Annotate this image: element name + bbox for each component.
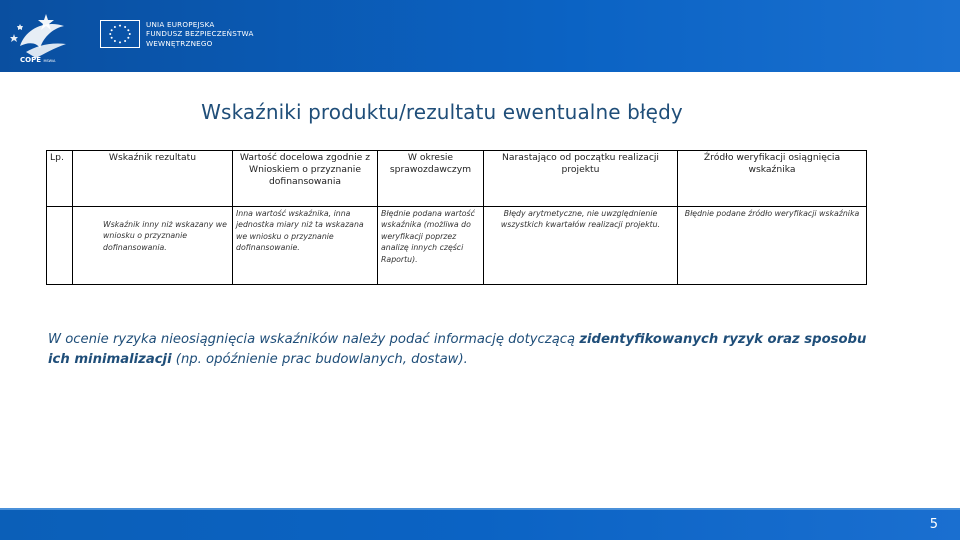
header-bar (0, 0, 960, 72)
table-row (47, 207, 867, 285)
cell-cumulative: Błędy arytmetyczne, nie uwzględnienie wszystkich kwartałów realizacji projektu. (484, 207, 678, 285)
col-header-verification-source: Źródło weryfikacji osiągnięcia wskaźnika (678, 151, 867, 207)
page-title: Wskaźniki produktu/rezultatu ewentualne błędy (201, 100, 683, 124)
eu-fund-label: UNIA EUROPEJSKA FUNDUSZ BEZPIECZEŃSTWA WEWNĘTRZNEGO (146, 19, 254, 48)
cell-lp (47, 207, 73, 285)
cell-target-value: Inna wartość wskaźnika, inna jednostka miary niż ta wskazana we wniosku o przyznanie dofinansowanie. (233, 207, 378, 285)
col-header-cumulative: Narastająco od początku realizacji projektu (484, 151, 678, 207)
col-header-reporting-period: W okresie sprawozdawczym (378, 151, 484, 207)
cell-verification-source: Błędnie podane źródło weryfikacji wskaźnika (678, 207, 867, 285)
eu-block (100, 18, 254, 50)
footer-divider (0, 508, 960, 510)
eu-flag-icon (100, 20, 140, 48)
page-number: 5 (929, 517, 938, 532)
col-header-lp: Lp. (47, 151, 73, 207)
footer-bar (0, 508, 960, 540)
table-header-row (47, 151, 867, 207)
cope-label: COPE MSWiA (20, 56, 56, 64)
cell-indicator: Wskaźnik inny niż wskazany we wniosku o przyznanie dofinansowania. (73, 207, 233, 285)
risk-note: W ocenie ryzyka nieosiągnięcia wskaźników należy podać informację dotyczącą zidentyfikowanych ryzyk oraz sposobu ich minimalizacji (np. opóźnienie prac budowlanych, dostaw). (48, 332, 867, 367)
indicators-table (46, 150, 867, 285)
col-header-indicator: Wskaźnik rezultatu (73, 151, 233, 207)
col-header-target-value: Wartość docelowa zgodnie z Wnioskiem o przyznanie dofinansowania (233, 151, 378, 207)
cell-reporting-period: Błędnie podana wartość wskaźnika (możliwa do weryfikacji poprzez analizę innych części Raportu). (378, 207, 484, 285)
